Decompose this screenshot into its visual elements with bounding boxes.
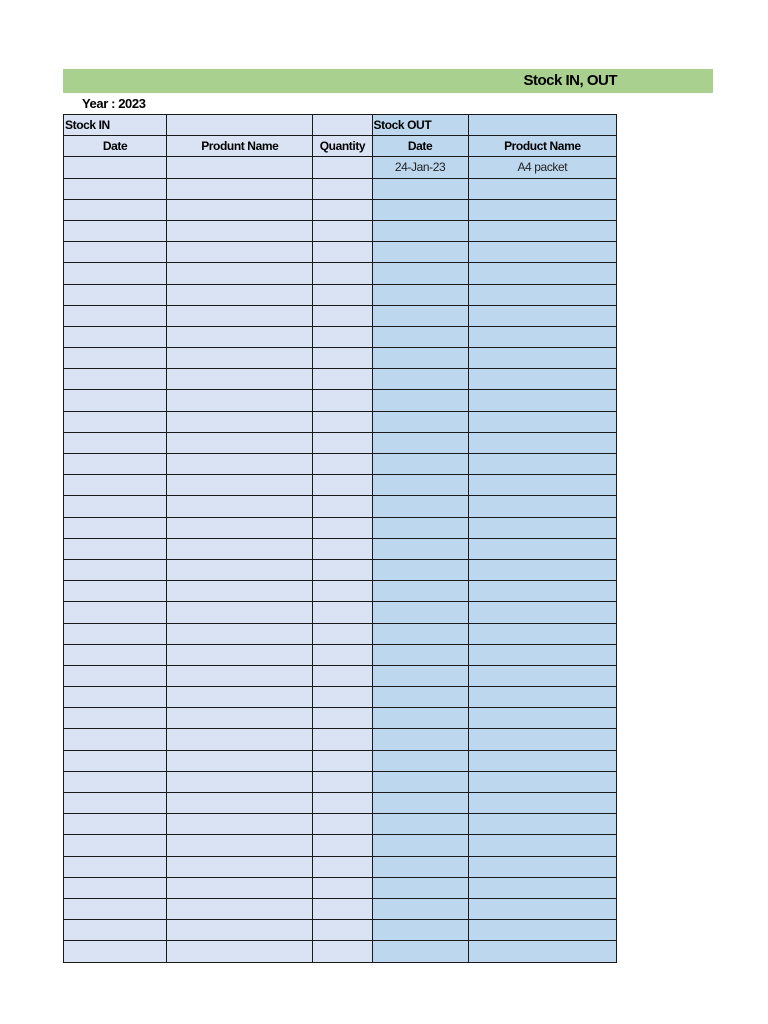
table-row <box>64 305 617 326</box>
cell-in-product[interactable] <box>167 665 313 686</box>
cell-in-product[interactable] <box>167 771 313 792</box>
cell-in-quantity[interactable] <box>313 199 372 220</box>
cell-out-date[interactable] <box>372 348 468 369</box>
cell-in-product[interactable] <box>167 856 313 877</box>
cell-in-date[interactable] <box>64 623 167 644</box>
cell-in-date[interactable] <box>64 475 167 496</box>
table-row <box>64 750 617 771</box>
col-header-out-product[interactable]: Product Name <box>468 136 616 157</box>
cell-in-product[interactable] <box>167 220 313 241</box>
cell-out-date[interactable] <box>372 898 468 919</box>
cell-out-date[interactable] <box>372 242 468 263</box>
cell-in-date[interactable] <box>64 708 167 729</box>
cell-out-date[interactable] <box>372 687 468 708</box>
cell-out-product[interactable] <box>468 538 616 559</box>
cell-out-date[interactable] <box>372 644 468 665</box>
cell-in-product[interactable] <box>167 920 313 941</box>
cell-in-date[interactable] <box>64 263 167 284</box>
cell-in-date[interactable] <box>64 220 167 241</box>
cell-out-product[interactable] <box>468 178 616 199</box>
cell-out-product[interactable] <box>468 220 616 241</box>
cell-in-quantity[interactable] <box>313 665 372 686</box>
cell-in-quantity[interactable] <box>313 623 372 644</box>
cell-in-product[interactable] <box>167 496 313 517</box>
cell-out-date[interactable] <box>372 602 468 623</box>
cell-in-quantity[interactable] <box>313 793 372 814</box>
table-row <box>64 284 617 305</box>
cell-in-quantity[interactable] <box>313 432 372 453</box>
cell-out-date[interactable] <box>372 771 468 792</box>
cell-in-date[interactable] <box>64 559 167 580</box>
cell-out-product[interactable] <box>468 602 616 623</box>
cell-in-date[interactable] <box>64 835 167 856</box>
cell-out-product[interactable] <box>468 877 616 898</box>
cell-out-date[interactable] <box>372 538 468 559</box>
table-row <box>64 263 617 284</box>
cell-in-date[interactable] <box>64 432 167 453</box>
cell-in-quantity[interactable] <box>313 814 372 835</box>
cell-out-product[interactable] <box>468 856 616 877</box>
col-header-out-date[interactable]: Date <box>372 136 468 157</box>
cell-out-product[interactable] <box>468 835 616 856</box>
cell-out-product[interactable] <box>468 793 616 814</box>
cell-in-date[interactable] <box>64 665 167 686</box>
cell-in-product[interactable] <box>167 242 313 263</box>
cell-out-product[interactable] <box>468 496 616 517</box>
cell-in-date[interactable] <box>64 602 167 623</box>
cell-in-quantity[interactable] <box>313 835 372 856</box>
cell-out-product[interactable] <box>468 729 616 750</box>
cell-in-date[interactable] <box>64 284 167 305</box>
table-row <box>64 877 617 898</box>
cell-in-quantity[interactable] <box>313 644 372 665</box>
cell-out-product[interactable] <box>468 898 616 919</box>
cell-in-date[interactable] <box>64 941 167 962</box>
cell-out-date[interactable] <box>372 369 468 390</box>
cell-in-date[interactable] <box>64 369 167 390</box>
cell-out-date[interactable] <box>372 390 468 411</box>
cell-in-date[interactable] <box>64 538 167 559</box>
cell-in-quantity[interactable] <box>313 411 372 432</box>
cell-in-product[interactable] <box>167 390 313 411</box>
cell-out-date[interactable] <box>372 517 468 538</box>
cell-in-quantity[interactable] <box>313 581 372 602</box>
cell-in-product[interactable] <box>167 263 313 284</box>
cell-out-date[interactable] <box>372 941 468 962</box>
cell-in-product[interactable] <box>167 877 313 898</box>
table-row <box>64 517 617 538</box>
table-row <box>64 898 617 919</box>
table-row <box>64 559 617 580</box>
table-row <box>64 920 617 941</box>
cell-out-date[interactable] <box>372 326 468 347</box>
cell-out-date[interactable]: 24-Jan-23 <box>372 157 468 178</box>
cell-in-quantity[interactable] <box>313 263 372 284</box>
table-row <box>64 581 617 602</box>
cell-out-product[interactable] <box>468 644 616 665</box>
table-row <box>64 326 617 347</box>
year-label: Year : 2023 <box>82 96 146 111</box>
cell-out-product[interactable] <box>468 517 616 538</box>
cell-out-product[interactable] <box>468 326 616 347</box>
cell-in-quantity[interactable] <box>313 538 372 559</box>
cell-in-quantity[interactable] <box>313 856 372 877</box>
cell-in-quantity[interactable] <box>313 475 372 496</box>
cell-in-product[interactable] <box>167 157 313 178</box>
cell[interactable] <box>468 115 616 136</box>
cell-out-product[interactable] <box>468 369 616 390</box>
cell-in-quantity[interactable] <box>313 157 372 178</box>
cell-in-date[interactable] <box>64 454 167 475</box>
cell-in-quantity[interactable] <box>313 687 372 708</box>
cell-out-product[interactable] <box>468 750 616 771</box>
table-row <box>64 157 617 178</box>
cell-in-product[interactable] <box>167 199 313 220</box>
section-header-row <box>64 115 617 136</box>
cell-in-product[interactable] <box>167 411 313 432</box>
cell-in-quantity[interactable] <box>313 559 372 580</box>
cell-in-quantity[interactable] <box>313 920 372 941</box>
col-header-in-date[interactable]: Date <box>64 136 167 157</box>
cell-out-product[interactable] <box>468 390 616 411</box>
table-row <box>64 475 617 496</box>
table-row <box>64 623 617 644</box>
cell-out-date[interactable] <box>372 708 468 729</box>
cell-out-product[interactable] <box>468 665 616 686</box>
table-row <box>64 199 617 220</box>
cell-out-date[interactable] <box>372 454 468 475</box>
table-row <box>64 814 617 835</box>
table-row <box>64 941 617 962</box>
cell-out-product[interactable] <box>468 814 616 835</box>
cell-out-product[interactable] <box>468 263 616 284</box>
cell-out-product[interactable] <box>468 284 616 305</box>
cell[interactable] <box>167 115 313 136</box>
cell-in-quantity[interactable] <box>313 242 372 263</box>
cell-in-date[interactable] <box>64 178 167 199</box>
cell-in-date[interactable] <box>64 771 167 792</box>
cell-in-date[interactable] <box>64 242 167 263</box>
cell-out-product[interactable] <box>468 305 616 326</box>
cell-in-date[interactable] <box>64 687 167 708</box>
stock-table <box>63 114 617 963</box>
cell-in-product[interactable] <box>167 602 313 623</box>
cell-in-quantity[interactable] <box>313 178 372 199</box>
cell-in-date[interactable] <box>64 305 167 326</box>
cell-out-date[interactable] <box>372 305 468 326</box>
cell-out-product[interactable] <box>468 771 616 792</box>
cell-out-product[interactable] <box>468 687 616 708</box>
cell-out-date[interactable] <box>372 814 468 835</box>
col-header-in-product[interactable]: Produnt Name <box>167 136 313 157</box>
cell-in-product[interactable] <box>167 623 313 644</box>
cell-out-product[interactable] <box>468 348 616 369</box>
cell-in-product[interactable] <box>167 835 313 856</box>
cell-in-product[interactable] <box>167 538 313 559</box>
table-row <box>64 644 617 665</box>
cell-out-date[interactable] <box>372 665 468 686</box>
cell-in-product[interactable] <box>167 581 313 602</box>
cell-in-product[interactable] <box>167 432 313 453</box>
cell-out-date[interactable] <box>372 496 468 517</box>
cell-in-product[interactable] <box>167 475 313 496</box>
cell-in-product[interactable] <box>167 898 313 919</box>
table-row <box>64 771 617 792</box>
cell-in-date[interactable] <box>64 729 167 750</box>
cell-in-quantity[interactable] <box>313 877 372 898</box>
cell-out-product[interactable] <box>468 708 616 729</box>
table-row <box>64 602 617 623</box>
cell-out-product[interactable] <box>468 941 616 962</box>
cell-in-quantity[interactable] <box>313 284 372 305</box>
cell-in-quantity[interactable] <box>313 496 372 517</box>
table-row <box>64 432 617 453</box>
table-row <box>64 687 617 708</box>
cell-out-date[interactable] <box>372 220 468 241</box>
cell-in-product[interactable] <box>167 284 313 305</box>
cell-in-date[interactable] <box>64 199 167 220</box>
cell-out-product[interactable] <box>468 242 616 263</box>
cell-in-date[interactable] <box>64 898 167 919</box>
cell-out-product[interactable]: A4 packet <box>468 157 616 178</box>
cell-in-quantity[interactable] <box>313 454 372 475</box>
table-row <box>64 793 617 814</box>
cell-out-date[interactable] <box>372 432 468 453</box>
cell-out-date[interactable] <box>372 411 468 432</box>
cell-in-date[interactable] <box>64 793 167 814</box>
table-row <box>64 411 617 432</box>
cell-in-quantity[interactable] <box>313 898 372 919</box>
table-row <box>64 242 617 263</box>
stock-in-label[interactable]: Stock IN <box>64 115 167 136</box>
cell-in-date[interactable] <box>64 644 167 665</box>
cell-in-product[interactable] <box>167 814 313 835</box>
cell-out-date[interactable] <box>372 263 468 284</box>
cell-in-product[interactable] <box>167 687 313 708</box>
cell-in-date[interactable] <box>64 920 167 941</box>
cell-in-date[interactable] <box>64 496 167 517</box>
cell-in-quantity[interactable] <box>313 517 372 538</box>
cell-in-date[interactable] <box>64 581 167 602</box>
cell[interactable] <box>313 115 372 136</box>
cell-out-product[interactable] <box>468 475 616 496</box>
table-row <box>64 369 617 390</box>
cell-out-date[interactable] <box>372 581 468 602</box>
cell-in-product[interactable] <box>167 644 313 665</box>
cell-in-product[interactable] <box>167 369 313 390</box>
cell-in-product[interactable] <box>167 708 313 729</box>
cell-in-quantity[interactable] <box>313 708 372 729</box>
table-row <box>64 348 617 369</box>
cell-out-product[interactable] <box>468 411 616 432</box>
cell-out-date[interactable] <box>372 877 468 898</box>
cell-out-product[interactable] <box>468 623 616 644</box>
table-row <box>64 856 617 877</box>
table-row <box>64 496 617 517</box>
cell-in-product[interactable] <box>167 178 313 199</box>
cell-in-product[interactable] <box>167 941 313 962</box>
cell-out-date[interactable] <box>372 199 468 220</box>
cell-in-quantity[interactable] <box>313 305 372 326</box>
cell-out-product[interactable] <box>468 432 616 453</box>
col-header-in-quantity[interactable]: Quantity <box>313 136 372 157</box>
cell-out-product[interactable] <box>468 454 616 475</box>
cell-out-date[interactable] <box>372 284 468 305</box>
table-row <box>64 178 617 199</box>
cell-in-date[interactable] <box>64 750 167 771</box>
page-title: Stock IN, OUT <box>523 72 617 89</box>
cell-out-date[interactable] <box>372 835 468 856</box>
cell-in-quantity[interactable] <box>313 771 372 792</box>
cell-in-product[interactable] <box>167 729 313 750</box>
cell-in-product[interactable] <box>167 517 313 538</box>
cell-out-date[interactable] <box>372 623 468 644</box>
cell-in-quantity[interactable] <box>313 369 372 390</box>
cell-in-quantity[interactable] <box>313 602 372 623</box>
cell-out-date[interactable] <box>372 793 468 814</box>
cell-in-product[interactable] <box>167 750 313 771</box>
cell-in-date[interactable] <box>64 517 167 538</box>
cell-out-date[interactable] <box>372 475 468 496</box>
cell-in-date[interactable] <box>64 814 167 835</box>
cell-in-date[interactable] <box>64 157 167 178</box>
cell-out-date[interactable] <box>372 750 468 771</box>
cell-in-product[interactable] <box>167 305 313 326</box>
table-row <box>64 665 617 686</box>
cell-in-date[interactable] <box>64 856 167 877</box>
table-row <box>64 835 617 856</box>
cell-in-product[interactable] <box>167 326 313 347</box>
cell-in-quantity[interactable] <box>313 729 372 750</box>
cell-in-quantity[interactable] <box>313 220 372 241</box>
cell-out-date[interactable] <box>372 856 468 877</box>
cell-in-product[interactable] <box>167 793 313 814</box>
table-row <box>64 454 617 475</box>
table-row <box>64 220 617 241</box>
cell-out-date[interactable] <box>372 559 468 580</box>
cell-out-date[interactable] <box>372 178 468 199</box>
cell-in-quantity[interactable] <box>313 326 372 347</box>
cell-in-date[interactable] <box>64 390 167 411</box>
cell-out-product[interactable] <box>468 199 616 220</box>
cell-in-quantity[interactable] <box>313 348 372 369</box>
cell-in-date[interactable] <box>64 348 167 369</box>
cell-in-date[interactable] <box>64 877 167 898</box>
cell-in-product[interactable] <box>167 454 313 475</box>
stock-out-label[interactable]: Stock OUT <box>372 115 468 136</box>
cell-in-product[interactable] <box>167 559 313 580</box>
cell-in-date[interactable] <box>64 411 167 432</box>
cell-out-date[interactable] <box>372 920 468 941</box>
title-bar <box>63 69 713 93</box>
table-row <box>64 538 617 559</box>
column-header-row <box>64 136 617 157</box>
table-row <box>64 708 617 729</box>
table-row <box>64 729 617 750</box>
cell-in-product[interactable] <box>167 348 313 369</box>
cell-in-quantity[interactable] <box>313 750 372 771</box>
cell-out-date[interactable] <box>372 729 468 750</box>
cell-out-product[interactable] <box>468 920 616 941</box>
cell-out-product[interactable] <box>468 559 616 580</box>
table-row <box>64 390 617 411</box>
cell-out-product[interactable] <box>468 581 616 602</box>
cell-in-quantity[interactable] <box>313 390 372 411</box>
cell-in-date[interactable] <box>64 326 167 347</box>
cell-in-quantity[interactable] <box>313 941 372 962</box>
